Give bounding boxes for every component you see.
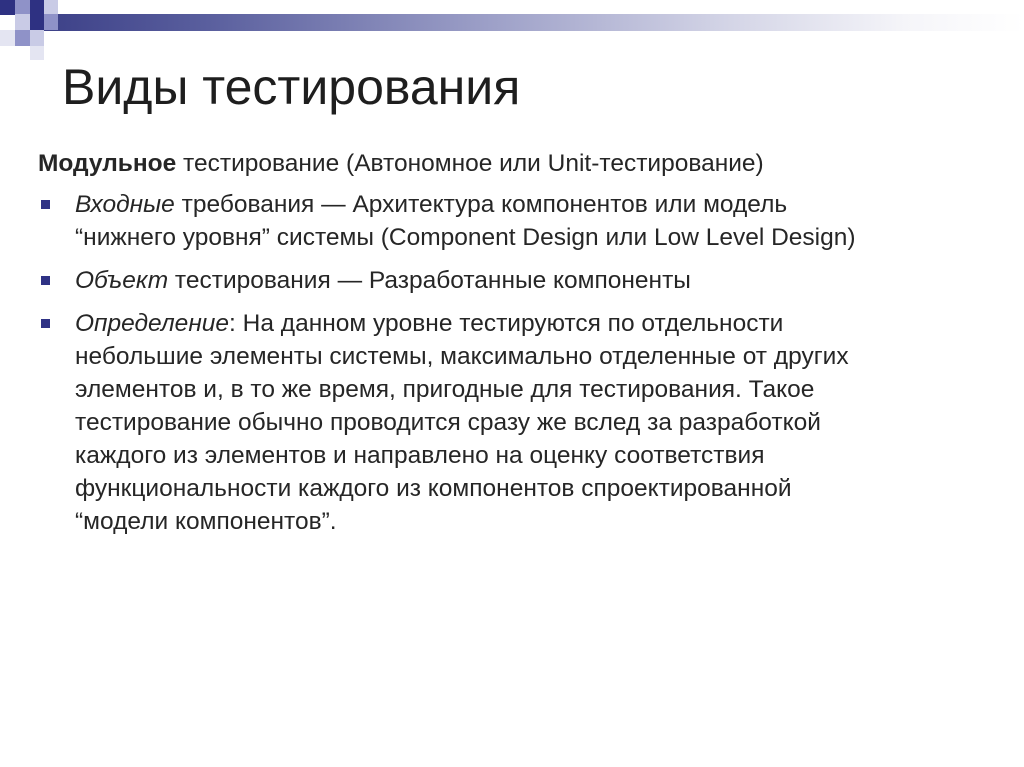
decor-square [15, 30, 30, 46]
slide-title: Виды тестирования [62, 59, 521, 115]
decor-square [30, 0, 44, 14]
list-item [38, 188, 998, 254]
item-line: “модели компонентов”. [75, 508, 337, 535]
item-text: требования — Архитектура компонентов или модель [174, 191, 788, 218]
square-bullet-icon [41, 276, 50, 285]
list-item [38, 264, 998, 297]
item-line: функциональности каждого из компонентов спроектированной [75, 475, 792, 502]
decor-square [15, 0, 30, 14]
decor-square [30, 30, 44, 46]
bullet-list [38, 188, 998, 538]
slide-body [38, 147, 998, 548]
decor-square [30, 14, 44, 30]
item-line: элементов и, в то же время, пригодные для тестирования. Такое [75, 376, 815, 403]
decor-square [30, 46, 44, 60]
item-term: Определение [75, 310, 230, 337]
header-gradient-bar [30, 14, 1024, 31]
item-line [75, 188, 998, 221]
item-line [75, 307, 998, 340]
item-text: : На данном уровне тестируются по отдельности [229, 310, 784, 337]
item-text: тестирования — Разработанные компоненты [168, 267, 691, 294]
decor-square [15, 14, 30, 30]
item-line [75, 264, 998, 297]
decor-square [44, 0, 58, 14]
list-item [38, 307, 998, 538]
decor-square [0, 0, 15, 15]
lead-rest: тестирование (Автономное или Unit-тестирование) [176, 150, 764, 177]
lead-bold-term: Модульное [38, 150, 177, 177]
item-line: небольшие элементы системы, максимально отделенные от других [75, 343, 849, 370]
item-line: каждого из элементов и направлено на оценку соответствия [75, 442, 765, 469]
decor-square [44, 14, 58, 30]
square-bullet-icon [41, 200, 50, 209]
item-term: Входные [75, 191, 175, 218]
item-line: тестирование обычно проводится сразу же вслед за разработкой [75, 409, 821, 436]
item-line: “нижнего уровня” системы (Component Design или Low Level Design) [75, 224, 856, 251]
decor-square [0, 30, 15, 46]
lead-line [38, 147, 998, 180]
square-bullet-icon [41, 319, 50, 328]
item-term: Объект [75, 267, 169, 294]
